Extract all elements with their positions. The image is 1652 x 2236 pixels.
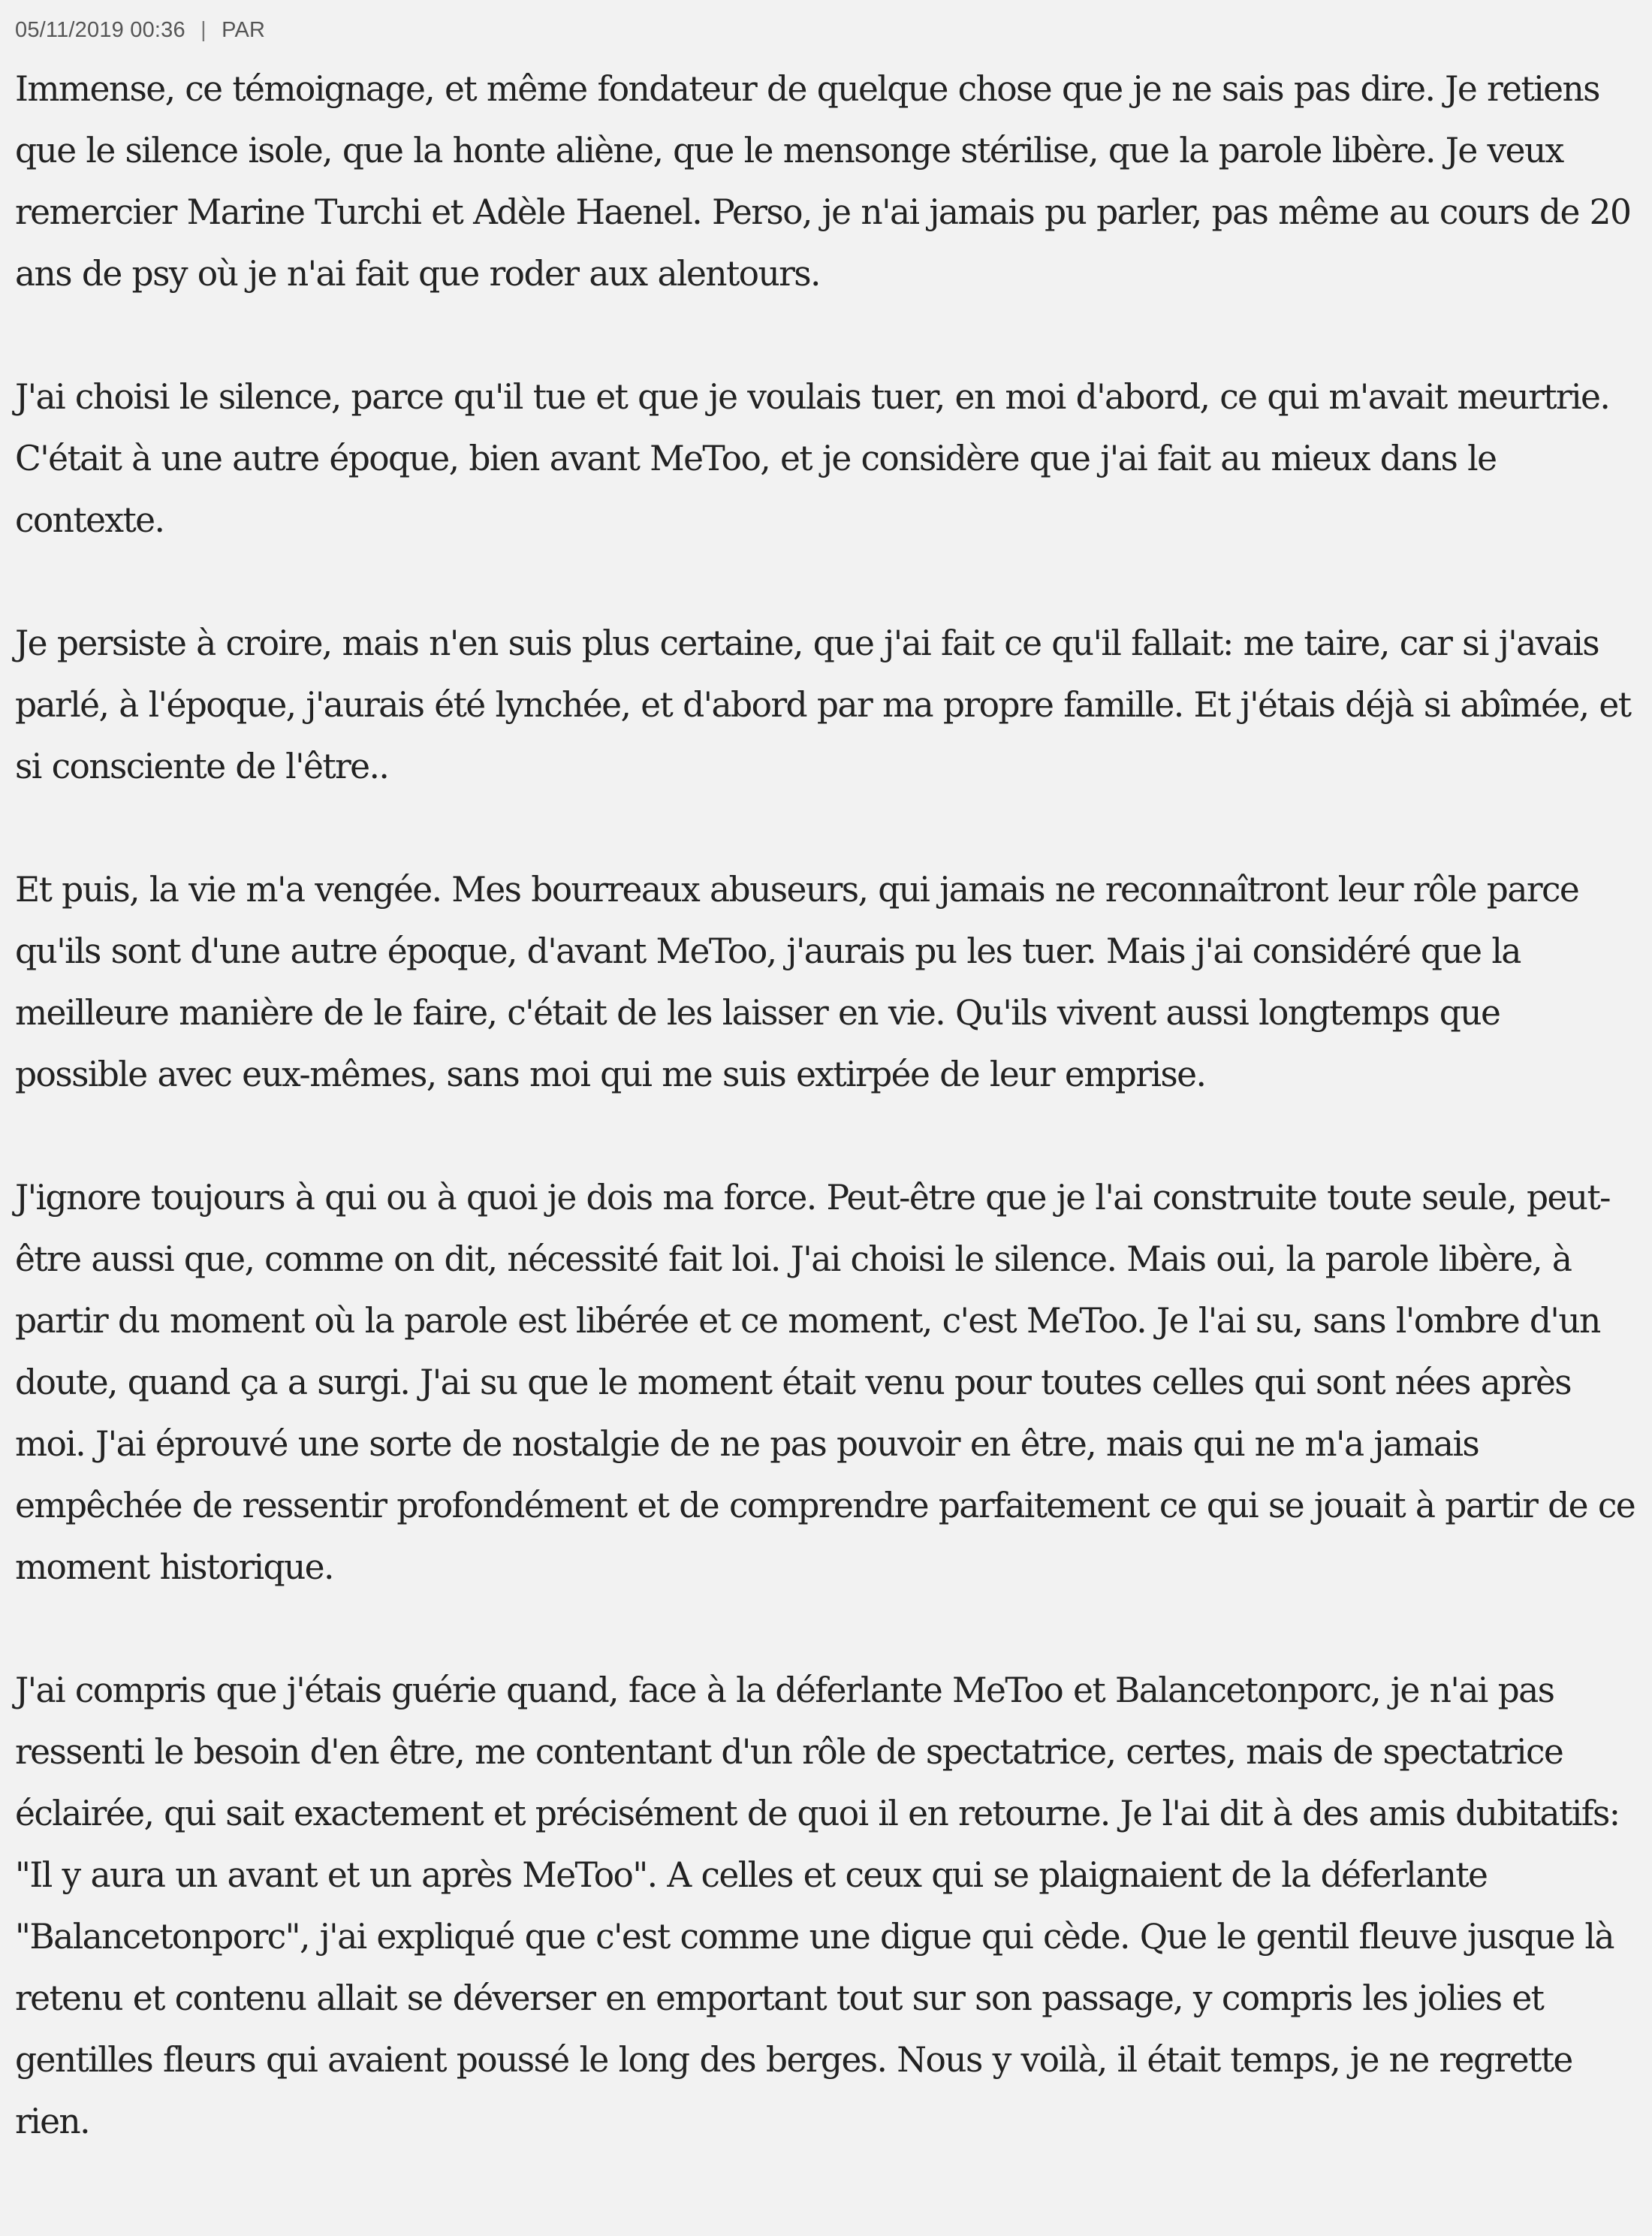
comment-timestamp: 05/11/2019 00:36: [15, 18, 185, 42]
meta-separator: |: [200, 18, 206, 42]
comment-paragraph: Je persiste à croire, mais n'en suis plus certaine, que j'ai fait ce qu'il fallait: me taire, car si j'avais parlé, à l'époque, j'aurais été lynchée, et d'abord par ma propre famille. Et j'étais déjà si abîmée, et si consciente de l'être..: [15, 623, 1631, 786]
comment-body: [15, 59, 1635, 2153]
comment-paragraph: J'ai compris que j'étais guérie quand, face à la déferlante MeToo et Balancetonporc, je n'ai pas ressenti le besoin d'en être, me contentant d'un rôle de spectatrice, certes, mais de spectatrice éclairée, qui sait exactement et précisément de quoi il en retourne. Je l'ai dit à des amis dubitatifs: "Il y aura un avant et un après MeToo". A celles et ceux qui se plaignaient de la déferlante "Balancetonporc", j'ai expliqué que c'est comme une digue qui cède. Que le gentil fleuve jusque là retenu et contenu allait se déverser en emportant tout sur son passage, y compris les jolies et gentilles fleurs qui avaient poussé le long des berges. Nous y voilà, il était temps, je ne regrette rien.: [15, 1670, 1620, 2141]
comment-paragraph: J'ai choisi le silence, parce qu'il tue et que je voulais tuer, en moi d'abord, ce qui m'avait meurtrie. C'était à une autre époque, bien avant MeToo, et je considère que j'ai fait au mieux dans le contexte.: [15, 377, 1610, 540]
comment-paragraph: Et puis, la vie m'a vengée. Mes bourreaux abuseurs, qui jamais ne reconnaîtront leur rôle parce qu'ils sont d'une autre époque, d'avant MeToo, j'aurais pu les tuer. Mais j'ai considéré que la meilleure manière de le faire, c'était de les laisser en vie. Qu'ils vivent aussi longtemps que possible avec eux-mêmes, sans moi qui me suis extirpée de leur emprise.: [15, 870, 1579, 1094]
comment-paragraph: J'ignore toujours à qui ou à quoi je dois ma force. Peut-être que je l'ai construite toute seule, peut-être aussi que, comme on dit, nécessité fait loi. J'ai choisi le silence. Mais oui, la parole libère, à partir du moment où la parole est libérée et ce moment, c'est MeToo. Je l'ai su, sans l'ombre d'un doute, quand ça a surgi. J'ai su que le moment était venu pour toutes celles qui sont nées après moi. J'ai éprouvé une sorte de nostalgie de ne pas pouvoir en être, mais qui ne m'a jamais empêchée de ressentir profondément et de comprendre parfaitement ce qui se jouait à partir de ce moment historique.: [15, 1178, 1635, 1587]
comment-meta: [15, 15, 1635, 45]
comment-paragraph: Immense, ce témoignage, et même fondateur de quelque chose que je ne sais pas dire. Je retiens que le silence isole, que la honte aliène, que le mensonge stérilise, que la parole libère. Je veux remercier Marine Turchi et Adèle Haenel. Perso, je n'ai jamais pu parler, pas même au cours de 20 ans de psy où je n'ai fait que roder aux alentours.: [15, 69, 1631, 294]
comment-author-prefix: PAR: [222, 18, 266, 42]
